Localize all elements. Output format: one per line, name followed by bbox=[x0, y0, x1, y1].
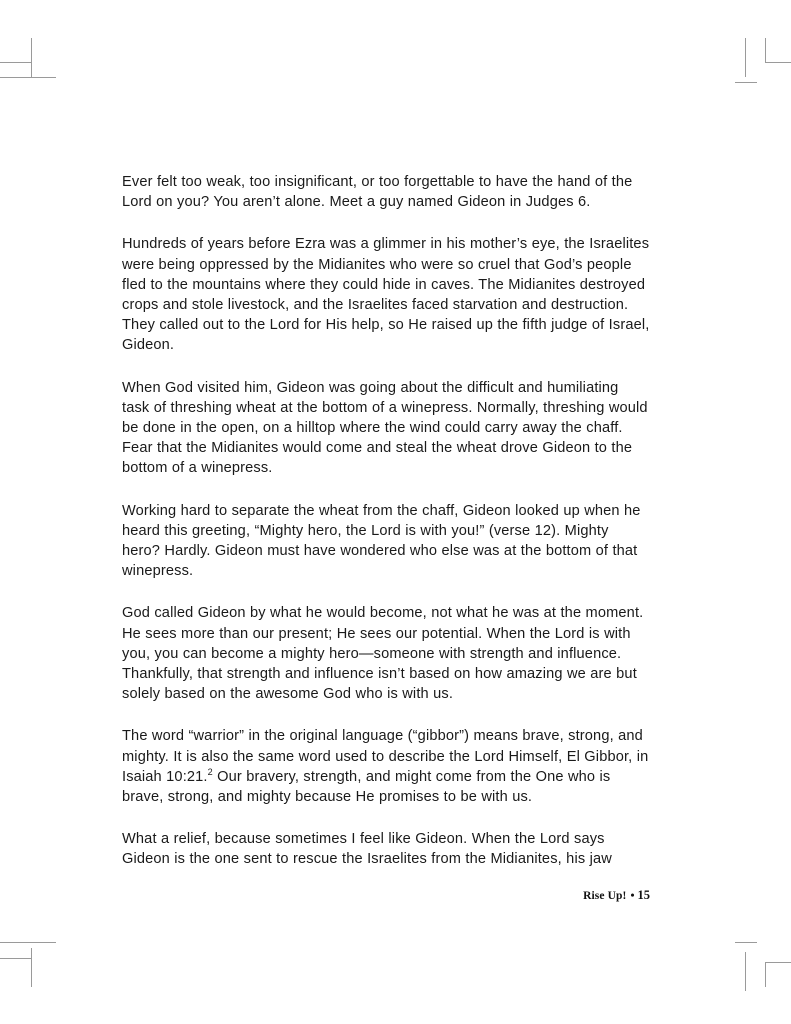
paragraph-4: Working hard to separate the wheat from the chaff, Gideon looked up when he heard this greeting, “Mighty hero, the Lord is with you!” (verse 12). Mighty hero? Hardly. Gideon must have wondered who else was at the bottom of that winepress. bbox=[122, 502, 641, 580]
footnote-marker: 2 bbox=[207, 767, 213, 778]
crop-mark-bottom-right-vertical-1 bbox=[745, 952, 746, 991]
page-footer bbox=[122, 888, 650, 903]
page-number: 15 bbox=[637, 888, 650, 902]
crop-mark-bottom-left-horizontal-1 bbox=[0, 942, 56, 943]
body-text-column bbox=[122, 172, 650, 870]
crop-mark-top-right-vertical-1 bbox=[745, 38, 746, 77]
paragraph-7: What a relief, because sometimes I feel like Gideon. When the Lord says Gideon is the one sent to rescue the Israelites from the Midianites, his jaw bbox=[122, 831, 612, 868]
footer-book-title: Rise Up! bbox=[583, 890, 627, 902]
paragraph-2: Hundreds of years before Ezra was a glimmer in his mother’s eye, the Israelites were being oppressed by the Midianites who were so cruel that God’s people fled to the mountains where they could hide in caves. The Midianites destroyed crops and stole livestock, and the Israelites faced starvation and destruction. They called out to the Lord for His help, so He raised up the fifth judge of Israel, Gideon. bbox=[122, 236, 650, 354]
crop-mark-top-right-horizontal-2 bbox=[735, 82, 757, 83]
crop-mark-top-right-vertical-2 bbox=[765, 38, 766, 63]
crop-mark-bottom-left-horizontal-2 bbox=[0, 958, 31, 959]
crop-mark-bottom-right-horizontal-2 bbox=[765, 962, 791, 963]
crop-mark-bottom-right-vertical-2 bbox=[765, 962, 766, 987]
footer-separator: • bbox=[630, 890, 635, 902]
paragraph-3: When God visited him, Gideon was going about the difficult and humiliating task of threshing wheat at the bottom of a winepress. Normally, threshing would be done in the open, on a hilltop where the wind could carry away the chaff. Fear that the Midianites would come and steal the wheat drove Gideon to the bottom of a winepress. bbox=[122, 379, 648, 477]
paragraph-1: Ever felt too weak, too insignificant, or too forgettable to have the hand of the Lord on you? You aren’t alone. Meet a guy named Gideon in Judges 6. bbox=[122, 174, 633, 211]
footnote-paragraph-text-before: The word “warrior” in the original language (“gibbor”) means brave, strong, and mighty. It is also the same word used to describe the Lord Himself, El Gibbor, in Isaiah 10:21. bbox=[122, 728, 649, 785]
crop-mark-bottom-left-vertical bbox=[31, 948, 32, 987]
crop-mark-bottom-right-horizontal-1 bbox=[735, 942, 757, 943]
crop-mark-top-left-horizontal-2 bbox=[0, 77, 56, 78]
crop-mark-top-left-vertical bbox=[31, 38, 32, 77]
paragraph-5: God called Gideon by what he would become, not what he was at the moment. He sees more than our present; He sees our potential. When the Lord is with you, you can become a mighty hero—someone with strength and influence. Thankfully, that strength and influence isn’t based on how amazing we are but solely based on the awesome God who is with us. bbox=[122, 605, 644, 703]
paragraph-6-with-footnote bbox=[122, 726, 650, 807]
footnote-paragraph-text-after: Our bravery, strength, and might come from the One who is brave, strong, and mighty because He promises to be with us. bbox=[122, 768, 611, 806]
crop-mark-top-right-horizontal-1 bbox=[765, 62, 791, 63]
crop-mark-top-left-horizontal-1 bbox=[0, 62, 31, 63]
